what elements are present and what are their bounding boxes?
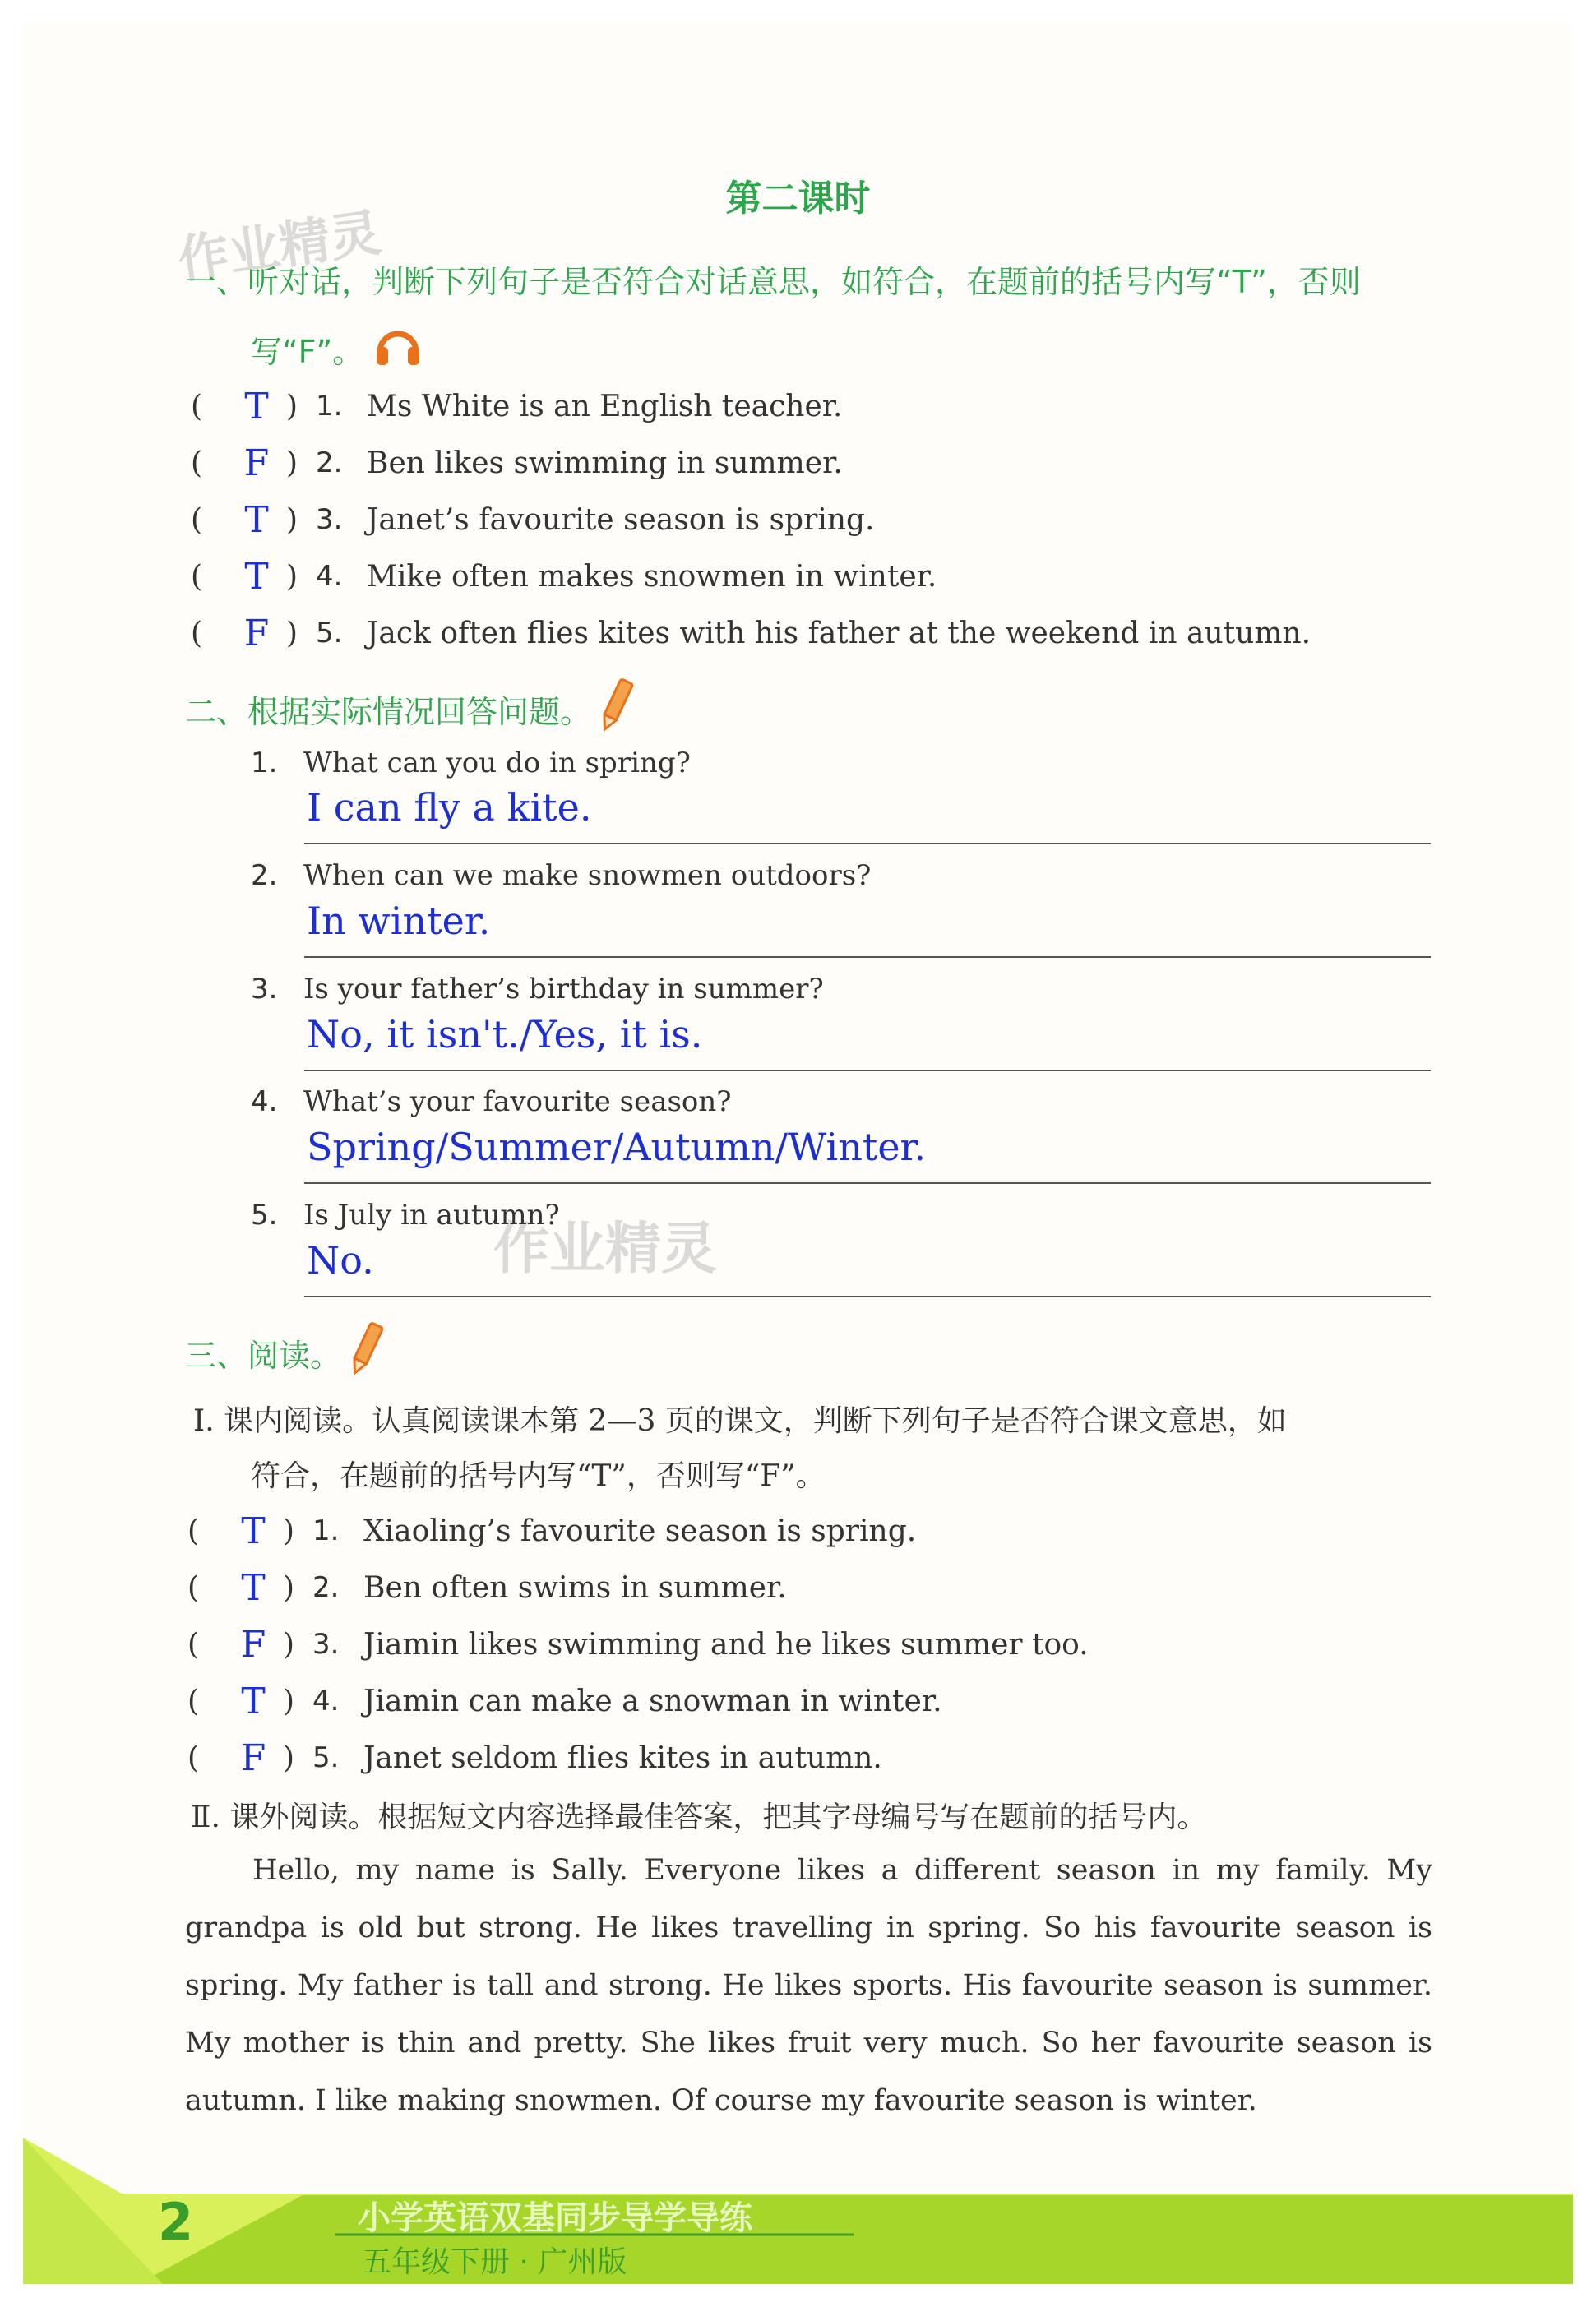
list-item: ( T ) 4. Jiamin can make a snowman in winter. [187, 1680, 942, 1722]
lesson-title: 第二课时 [725, 178, 871, 220]
list-item: ( T ) 3. Janet’s favourite season is spring. [191, 498, 875, 541]
section2-heading-row [185, 676, 636, 742]
answer-mark: T [241, 1509, 266, 1552]
item-text: Ms White is an English teacher. [367, 389, 843, 423]
item-number: 2. [312, 1571, 340, 1604]
item-number: 3. [312, 1628, 340, 1661]
qa-item-2 [251, 859, 871, 892]
list-item: ( F ) 5. Jack often flies kites with his father at the weekend in autumn. [191, 612, 1311, 654]
headphones-icon [373, 322, 423, 376]
part2-heading: Ⅱ. 课外阅读。根据短文内容选择最佳答案，把其字母编号写在题前的括号内。 [191, 1801, 1207, 1834]
item-text: Ben often swims in summer. [363, 1570, 787, 1605]
answer-mark: T [244, 498, 269, 541]
item-number: 1. [251, 747, 278, 779]
section1-heading-line2: 写“F”。 [251, 334, 364, 370]
qa-item-5 [251, 1199, 560, 1232]
answer-text: Spring/Summer/Autumn/Winter. [307, 1125, 927, 1169]
question-text: What can you do in spring? [303, 747, 691, 779]
item-number: 2. [251, 859, 278, 892]
answer-rule [304, 1070, 1431, 1071]
answer-rule [304, 956, 1431, 958]
section3-heading: 三、阅读。 [185, 1338, 342, 1374]
edition-label: 五年级下册 · 广州版 [362, 2245, 627, 2279]
reading-passage: Hello, my name is Sally. Everyone likes a different season in my family. My grandpa is old but strong. He likes travelling in spring. So his favourite season is spring. My father is tall and strong. He likes sports. His favourite season is summer. My mother is thin and pretty. She likes fruit very much. So her favourite season is autumn. I like making snowmen. Of course my favourite season is winter. [185, 1854, 1432, 2117]
question-text: Is July in autumn? [303, 1199, 560, 1232]
item-number: 3. [251, 973, 278, 1006]
answer-text: No, it isn't./Yes, it is. [307, 1012, 703, 1056]
answer-mark: F [240, 1623, 266, 1666]
item-number: 4. [251, 1085, 278, 1118]
answer-mark: F [243, 612, 270, 654]
answer-mark: F [243, 442, 270, 484]
part1-list [187, 1505, 1089, 1784]
answer-mark: F [240, 1736, 266, 1779]
list-item: ( T ) 2. Ben often swims in summer. [187, 1566, 787, 1609]
item-number: 5. [251, 1199, 278, 1232]
item-text: Jiamin likes swimming and he likes summer too. [363, 1627, 1089, 1662]
item-number: 4. [316, 560, 343, 593]
item-text: Xiaoling’s favourite season is spring. [363, 1514, 917, 1548]
section3-heading-row [185, 1320, 386, 1386]
item-text: Jiamin can make a snowman in winter. [363, 1684, 942, 1718]
list-item: ( T ) 1. Xiaoling’s favourite season is spring. [187, 1509, 917, 1552]
item-number: 1. [316, 390, 343, 423]
part1-heading-line1: Ⅰ. 课内阅读。认真阅读课本第 2—3 页的课文，判断下列句子是否符合课文意思，如 [193, 1404, 1287, 1438]
page-number: 2 [158, 2192, 194, 2252]
answer-rule [304, 1182, 1431, 1184]
section1-list [191, 380, 1311, 659]
answer-rule [304, 843, 1431, 844]
answer-text: No. [307, 1238, 374, 1283]
item-text: Janet’s favourite season is spring. [367, 502, 875, 537]
section1-heading-line1: 一、听对话，判断下列句子是否符合对话意思，如符合，在题前的括号内写“T”，否则 [185, 264, 1361, 300]
pencil-icon [346, 1320, 386, 1386]
answer-text: In winter. [307, 899, 491, 943]
answer-mark: T [241, 1680, 266, 1722]
answer-text: I can fly a kite. [307, 785, 592, 830]
qa-item-3 [251, 973, 824, 1006]
item-number: 5. [312, 1741, 340, 1774]
item-number: 4. [312, 1685, 340, 1718]
section2-heading: 二、根据实际情况回答问题。 [185, 694, 592, 730]
qa-item-4 [251, 1085, 732, 1118]
item-number: 3. [316, 503, 343, 536]
watermark-top: 作业精灵 [173, 202, 385, 290]
part1-heading-line2: 符合，在题前的括号内写“T”，否则写“F”。 [251, 1459, 826, 1493]
list-item: ( F ) 2. Ben likes swimming in summer. [191, 442, 843, 484]
answer-mark: T [241, 1566, 266, 1609]
qa-item-1 [251, 747, 691, 779]
question-text: Is your father’s birthday in summer? [303, 973, 824, 1006]
item-number: 2. [316, 446, 343, 479]
question-text: When can we make snowmen outdoors? [303, 859, 872, 892]
item-number: 5. [316, 617, 343, 650]
list-item: ( T ) 4. Mike often makes snowmen in winter. [191, 555, 937, 598]
item-text: Ben likes swimming in summer. [367, 446, 843, 480]
item-text: Mike often makes snowmen in winter. [367, 559, 937, 594]
section1-heading-line2-row [251, 322, 423, 376]
list-item: ( F ) 5. Janet seldom flies kites in autumn. [187, 1736, 882, 1779]
book-title: 小学英语双基同步导学导练 [358, 2199, 752, 2237]
item-number: 1. [312, 1514, 340, 1547]
list-item: ( T ) 1. Ms White is an English teacher. [191, 385, 843, 428]
answer-rule [304, 1296, 1431, 1297]
question-text: What’s your favourite season? [303, 1085, 732, 1118]
pencil-icon [596, 676, 636, 742]
answer-mark: T [244, 555, 269, 598]
answer-mark: T [244, 385, 269, 428]
item-text: Janet seldom flies kites in autumn. [363, 1741, 882, 1775]
list-item: ( F ) 3. Jiamin likes swimming and he likes summer too. [187, 1623, 1089, 1666]
footer-band [23, 2138, 1573, 2284]
item-text: Jack often flies kites with his father at the weekend in autumn. [367, 616, 1311, 650]
watermark-middle: 作业精灵 [493, 1217, 718, 1282]
